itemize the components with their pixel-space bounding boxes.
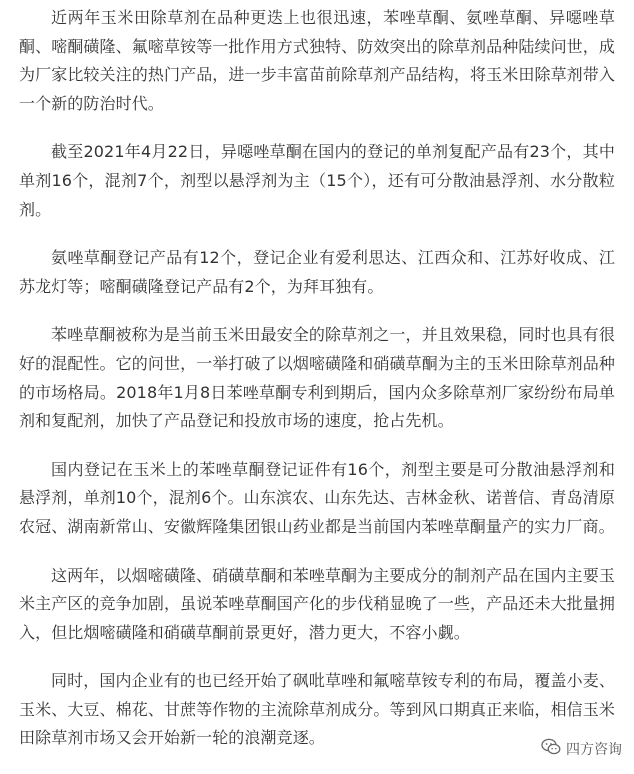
watermark [541,738,622,760]
paragraph-2: 截至2021年4月22日，异噁唑草酮在国内的登记的单剂复配产品有23个，其中单剂16个，混剂7个，剂型以悬浮剂为主（15个），还有可分散油悬浮剂、水分散粒剂。 [19,142,615,219]
wechat-icon [541,738,561,760]
paragraph-1: 近两年玉米田除草剂在品种更迭上也很迅速，苯唑草酮、氨唑草酮、异噁唑草酮、嘧酮磺隆、氟嘧草铵等一批作用方式独特、防效突出的除草剂品种陆续问世，成为厂家比较关注的热门产品，进一步丰富苗前除草剂产品结构，将玉米田除草剂带入一个新的防治时代。 [19,8,615,113]
watermark-text: 四方咨询 [566,742,622,758]
paragraph-6: 这两年，以烟嘧磺隆、硝磺草酮和苯唑草酮为主要成分的制剂产品在国内主要玉米主产区的竞争加剧，虽说苯唑草酮国产化的步伐稍显晚了一些，产品还未大批量拥入，但比烟嘧磺隆和硝磺草酮前景更好，潜力更大，不容小觑。 [19,565,615,642]
paragraph-5: 国内登记在玉米上的苯唑草酮登记证件有16个，剂型主要是可分散油悬浮剂和悬浮剂，单剂10个，混剂6个。山东滨农、山东先达、吉林金秋、诺普信、青岛清原农冠、湖南新常山、安徽辉隆集团银山药业都是当前国内苯唑草酮量产的实力厂商。 [19,459,615,536]
article-body [19,4,615,773]
paragraph-7: 同时，国内企业有的也已经开始了砜吡草唑和氟嘧草铵专利的布局，覆盖小麦、玉米、大豆、棉花、甘蔗等作物的主流除草剂成分。等到风口期真正来临，相信玉米田除草剂市场又会开始新一轮的浪潮竞逐。 [19,671,615,748]
paragraph-4: 苯唑草酮被称为是当前玉米田最安全的除草剂之一，并且效果稳，同时也具有很好的混配性。它的问世，一举打破了以烟嘧磺隆和硝磺草酮为主的玉米田除草剂品种的市场格局。2018年1月8日苯唑草酮专利到期后，国内众多除草剂厂家纷纷布局单剂和复配剂，加快了产品登记和投放市场的速度，抢占先机。 [19,325,615,431]
paragraph-3: 氨唑草酮登记产品有12个，登记企业有爱利思达、江西众和、江苏好收成、江苏龙灯等；嘧酮磺隆登记产品有2个，为拜耳独有。 [19,248,615,296]
